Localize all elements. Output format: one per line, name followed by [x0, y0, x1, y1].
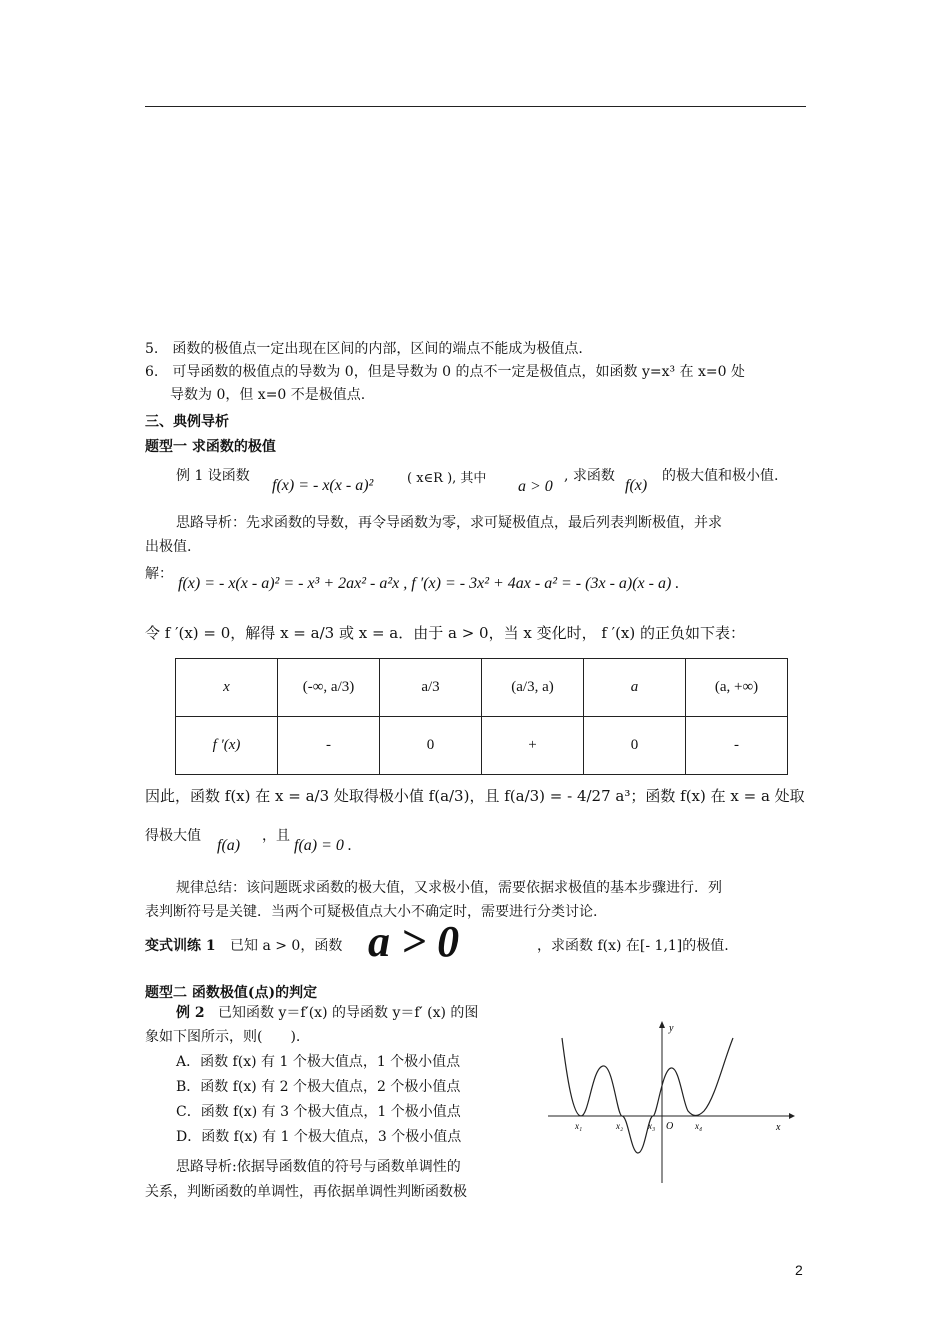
table-cell: a/3	[380, 659, 482, 717]
rule-summary-line1: 规律总结：该问题既求函数的极大值，又求极小值，需要依据求极值的基本步骤进行．列	[176, 880, 722, 896]
ex1-label: 例 1 设函数	[176, 468, 250, 484]
conclusion-fa-zero: f(a) = 0 .	[294, 837, 352, 854]
solution-derivative: f(x) = - x(x - a)² = - x³ + 2ax² - a²x , f ′(x) = - 3x² + 4ax - a² = - (3x - a)(x - a) .	[178, 575, 680, 592]
table-cell: f ′(x)	[176, 717, 278, 775]
solution-step2: 令 f ′(x) = 0，解得 x = a/3 或 x = a．由于 a > 0，当 x 变化时， f ′(x) 的正负如下表：	[145, 624, 746, 642]
solution-label: 解：	[145, 566, 173, 582]
page-number: 2	[795, 1262, 803, 1278]
variant-big-formula: a > 0	[368, 917, 460, 966]
item-6-line1: 6. 可导函数的极值点的导数为 0，但是导数为 0 的点不一定是极值点，如函数 y=x³ 在 x=0 处	[145, 364, 746, 380]
table-cell: 0	[380, 717, 482, 775]
item-5: 5. 函数的极值点一定出现在区间的内部，区间的端点不能成为极值点.	[145, 341, 583, 357]
type1-heading: 题型一 求函数的极值	[145, 439, 276, 455]
table-row	[176, 717, 788, 775]
header-rule	[145, 106, 806, 107]
y-axis-arrow	[659, 1021, 665, 1028]
variant-text1: 已知 a > 0，函数	[230, 938, 343, 954]
table-cell: x	[176, 659, 278, 717]
ex2-option-a: A．函数 f(x) 有 1 个极大值点，1 个极小值点	[176, 1054, 461, 1070]
x-label: x	[776, 1122, 781, 1133]
ex2-label: 例 2	[176, 1005, 205, 1021]
ex1-idea-line2: 出极值.	[145, 539, 192, 555]
conclusion-and: ，且	[262, 828, 290, 844]
x4-label: x₄	[695, 1121, 703, 1131]
table-cell: a	[584, 659, 686, 717]
table-cell: -	[686, 717, 788, 775]
ex2-idea-line1: 思路导析:依据导函数值的符号与函数单调性的	[176, 1159, 461, 1175]
ex1-condition: a > 0	[518, 478, 553, 495]
y-label: y	[669, 1023, 674, 1034]
origin-label: O	[666, 1121, 674, 1132]
conclusion-line1: 因此，函数 f(x) 在 x = a/3 处取得极小值 f(a/3)，且 f(a/3) = - 4/27 a³；函数 f(x) 在 x = a 处取	[145, 787, 805, 805]
ex1-ask2: 的极大值和极小值.	[662, 468, 779, 484]
ex2-option-c: C．函数 f(x) 有 3 个极大值点，1 个极小值点	[176, 1104, 461, 1120]
table-cell: -	[278, 717, 380, 775]
ex2-option-b: B．函数 f(x) 有 2 个极大值点，2 个极小值点	[176, 1079, 461, 1095]
ex2-idea-line2: 关系，判断函数的单调性，再依据单调性判断函数极	[145, 1184, 467, 1200]
section-title: 三、典例导析	[145, 414, 229, 430]
table-row	[176, 659, 788, 717]
conclusion-max-label: 得极大值	[145, 828, 201, 844]
x2-label: x₂	[616, 1121, 624, 1131]
variant-text2: ，求函数 f(x) 在[- 1,1]的极值.	[537, 938, 729, 954]
x-axis-arrow	[789, 1113, 795, 1119]
x1-label: x₁	[575, 1121, 583, 1131]
table-cell: (a, +∞)	[686, 659, 788, 717]
ex1-fx: f(x)	[625, 477, 648, 494]
rule-summary-line2: 表判断符号是关键．当两个可疑极值点大小不确定时，需要进行分类讨论.	[145, 904, 598, 920]
ex1-domain: ( x∈R ), 其中	[407, 471, 487, 486]
ex1-function: f(x) = - x(x - a)²	[272, 477, 374, 494]
type2-heading: 题型二 函数极值(点)的判定	[145, 985, 318, 1001]
variant-label: 变式训练 1	[145, 938, 216, 954]
derivative-graph	[545, 1018, 795, 1188]
ex1-idea-line1: 思路导析：先求函数的导数，再令导函数为零，求可疑极值点，最后列表判断极值，并求	[176, 515, 722, 531]
ex2-option-d: D．函数 f(x) 有 1 个极大值点，3 个极小值点	[176, 1129, 462, 1145]
x3-label: x₃	[648, 1121, 656, 1131]
conclusion-fa: f(a)	[217, 837, 241, 854]
sign-table	[175, 658, 788, 775]
table-cell: 0	[584, 717, 686, 775]
item-6-line2: 导数为 0，但 x=0 不是极值点.	[170, 387, 366, 403]
ex1-ask: , 求函数	[564, 468, 615, 484]
table-cell: (-∞, a/3)	[278, 659, 380, 717]
table-cell: (a/3, a)	[482, 659, 584, 717]
derivative-curve	[562, 1038, 733, 1153]
table-cell: +	[482, 717, 584, 775]
ex2-line2: 象如下图所示，则( ).	[145, 1029, 301, 1045]
ex2-line1: 已知函数 y＝f′(x) 的导函数 y＝f′ (x) 的图	[218, 1005, 479, 1021]
